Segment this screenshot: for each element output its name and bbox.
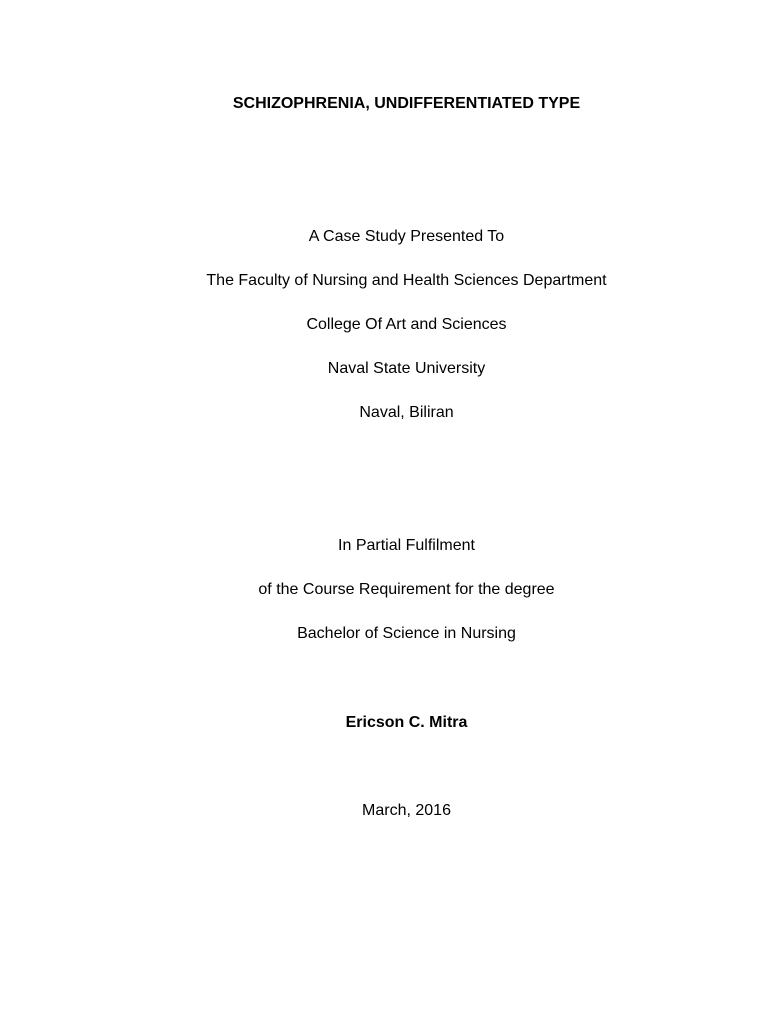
presented-to-line: A Case Study Presented To: [308, 228, 505, 245]
university-line: Naval State University: [327, 360, 486, 377]
course-requirement-line: of the Course Requirement for the degree: [258, 581, 555, 598]
document-title: SCHIZOPHRENIA, UNDIFFERENTIATED TYPE: [232, 95, 581, 112]
degree-line: Bachelor of Science in Nursing: [297, 625, 516, 642]
college-line: College Of Art and Sciences: [306, 316, 507, 333]
faculty-line: The Faculty of Nursing and Health Sciences Department: [206, 272, 607, 289]
author-name: Ericson C. Mitra: [345, 714, 468, 731]
fulfilment-line: In Partial Fulfilment: [338, 537, 475, 554]
document-date: March, 2016: [362, 802, 451, 819]
location-line: Naval, Biliran: [359, 404, 454, 421]
